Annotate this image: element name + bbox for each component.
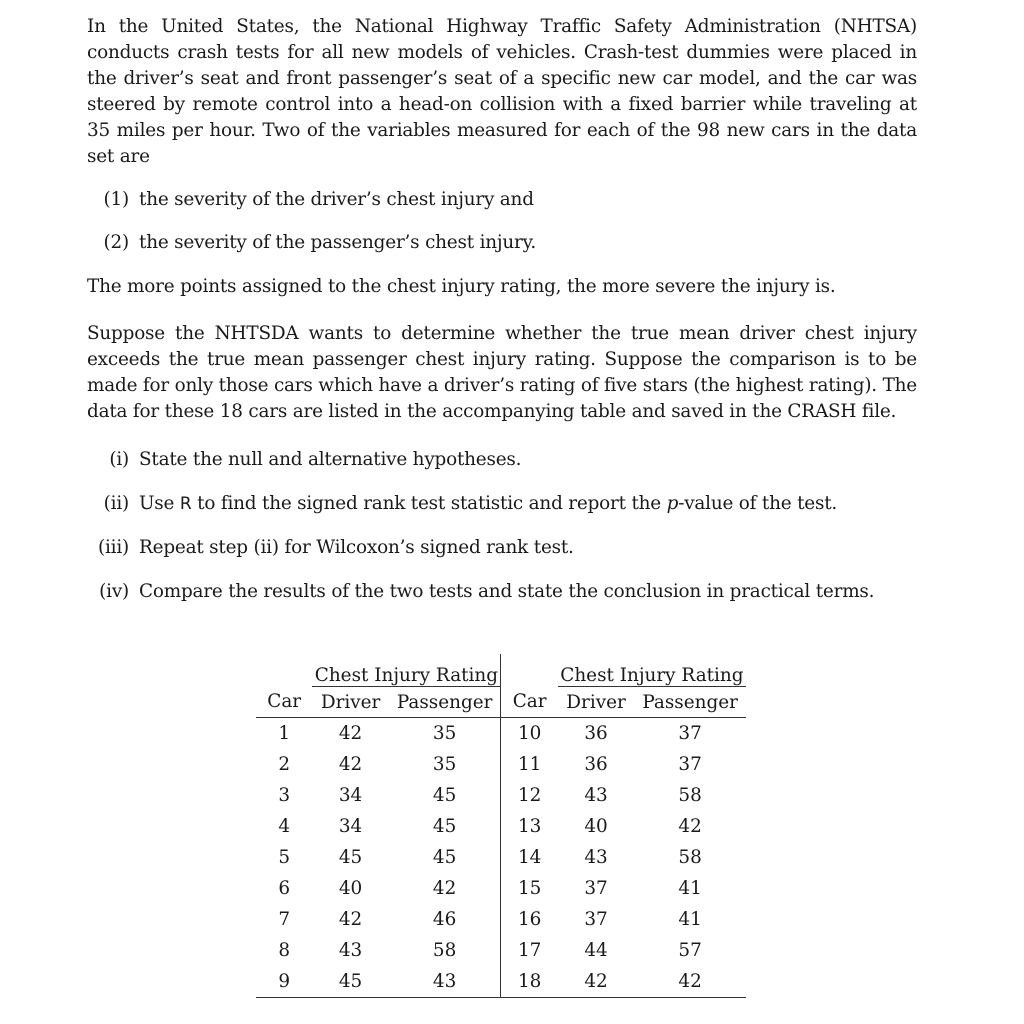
cell-driver: 43 xyxy=(338,940,363,961)
cell-driver: 43 xyxy=(584,785,608,806)
table-row xyxy=(256,842,746,873)
cell-driver: 42 xyxy=(338,909,363,930)
cell-car: 14 xyxy=(501,842,558,873)
table-row xyxy=(256,718,746,750)
cell-car: 5 xyxy=(278,847,291,868)
crash-data-table-container xyxy=(256,654,746,998)
table-row xyxy=(256,873,746,904)
col-header-passenger: Passenger xyxy=(634,687,746,718)
table-row xyxy=(256,966,746,998)
task-text-post: -value of the test. xyxy=(678,493,838,514)
cell-car: 3 xyxy=(278,785,291,806)
p-symbol: p xyxy=(666,493,679,514)
cell-passenger: 58 xyxy=(678,847,702,868)
list-item-text xyxy=(139,493,837,514)
table-blank-header xyxy=(501,654,558,687)
table-row xyxy=(256,935,746,966)
cell-driver: 34 xyxy=(338,816,363,837)
col-header-car: Car xyxy=(501,687,558,718)
cell-passenger: 45 xyxy=(432,816,457,837)
list-item-text: State the null and alternative hypotheses. xyxy=(139,449,522,470)
cell-driver: 42 xyxy=(558,966,634,998)
col-header-passenger: Passenger xyxy=(389,687,501,718)
cell-passenger: 58 xyxy=(678,785,702,806)
list-item-text: Compare the results of the two tests and state the conclusion in practical terms. xyxy=(139,581,875,602)
list-item xyxy=(87,535,917,561)
col-header-driver: Driver xyxy=(558,687,634,718)
cell-passenger: 45 xyxy=(432,847,457,868)
list-item-label: (iv) xyxy=(99,581,129,602)
cell-passenger: 42 xyxy=(634,966,746,998)
cell-passenger: 46 xyxy=(432,909,457,930)
cell-passenger: 41 xyxy=(678,878,702,899)
table-row xyxy=(256,904,746,935)
list-item xyxy=(87,230,917,256)
r-software-name: R xyxy=(179,494,192,514)
cell-driver: 45 xyxy=(312,966,388,998)
table-row xyxy=(256,749,746,780)
list-item xyxy=(87,491,917,517)
list-item-label: (i) xyxy=(109,449,129,470)
cell-passenger: 45 xyxy=(432,785,457,806)
tasks-list xyxy=(87,447,917,605)
rating-note: The more points assigned to the chest injury rating, the more severe the injury is. xyxy=(87,276,836,297)
list-item xyxy=(87,579,917,605)
cell-car: 11 xyxy=(501,749,558,780)
cell-car: 17 xyxy=(501,935,558,966)
cell-driver: 36 xyxy=(584,754,608,775)
cell-passenger: 58 xyxy=(432,940,457,961)
cell-driver: 36 xyxy=(584,723,608,744)
table-row xyxy=(256,811,746,842)
col-header-driver: Driver xyxy=(312,687,388,718)
cell-car: 9 xyxy=(256,966,312,998)
cell-driver: 34 xyxy=(338,785,363,806)
list-item xyxy=(87,447,917,473)
cell-car: 2 xyxy=(278,754,291,775)
cell-passenger: 42 xyxy=(678,816,702,837)
cell-car: 10 xyxy=(501,718,558,750)
group-header-left: Chest Injury Rating xyxy=(312,654,501,687)
scenario-paragraph: Suppose the NHTSDA wants to determine whether the true mean driver chest injury exceeds the true mean passenger chest injury rating. Suppose the comparison is to be made for only those cars which have a driver’s rating of five stars (the highest rating). The data for these 18 cars are listed in the accompanying table and saved in the CRASH file. xyxy=(87,323,917,422)
task-text-pre: Use xyxy=(139,493,180,514)
problem-text xyxy=(87,14,917,605)
cell-car: 6 xyxy=(278,878,291,899)
cell-driver: 40 xyxy=(338,878,363,899)
list-item-label: (iii) xyxy=(98,537,129,558)
cell-car: 16 xyxy=(501,904,558,935)
table-body xyxy=(256,718,746,998)
cell-passenger: 37 xyxy=(678,723,702,744)
cell-car: 8 xyxy=(278,940,291,961)
col-header-car: Car xyxy=(256,687,312,718)
list-item-label: (2) xyxy=(103,232,129,253)
cell-passenger: 57 xyxy=(678,940,702,961)
cell-car: 13 xyxy=(501,811,558,842)
variables-list xyxy=(87,187,917,256)
cell-driver: 37 xyxy=(584,909,608,930)
cell-passenger: 35 xyxy=(432,754,457,775)
cell-car: 4 xyxy=(278,816,291,837)
cell-driver: 42 xyxy=(338,723,363,744)
list-item-label: (ii) xyxy=(103,493,129,514)
cell-passenger: 35 xyxy=(432,723,457,744)
cell-driver: 42 xyxy=(338,754,363,775)
table-row xyxy=(256,780,746,811)
group-header-right: Chest Injury Rating xyxy=(558,654,746,687)
intro-paragraph: In the United States, the National Highway Traffic Safety Administration (NHTSA) conducts crash tests for all new models of vehicles. Crash-test dummies were placed in the driver’s seat and front passenger’s seat of a specific new car model, and the car was steered by remote control into a head-on collision with a fixed barrier while traveling at 35 miles per hour. Two of the variables measured for each of the 98 new cars in the data set are xyxy=(87,16,917,167)
cell-passenger: 42 xyxy=(432,878,457,899)
cell-driver: 43 xyxy=(584,847,608,868)
table-blank-header xyxy=(256,654,312,687)
crash-data-table xyxy=(256,654,746,998)
cell-car: 18 xyxy=(501,966,558,998)
cell-car: 12 xyxy=(501,780,558,811)
list-item xyxy=(87,187,917,213)
cell-driver: 45 xyxy=(338,847,363,868)
cell-driver: 37 xyxy=(584,878,608,899)
cell-passenger: 43 xyxy=(389,966,501,998)
cell-passenger: 41 xyxy=(678,909,702,930)
list-item-label: (1) xyxy=(103,189,129,210)
task-text-mid: to find the signed rank test statistic and report the xyxy=(191,493,667,514)
cell-passenger: 37 xyxy=(678,754,702,775)
cell-car: 1 xyxy=(278,723,291,744)
cell-car: 15 xyxy=(501,873,558,904)
cell-car: 7 xyxy=(278,909,291,930)
list-item-text: Repeat step (ii) for Wilcoxon’s signed rank test. xyxy=(139,537,574,558)
list-item-text: the severity of the driver’s chest injury and xyxy=(139,189,534,210)
cell-driver: 40 xyxy=(584,816,608,837)
cell-driver: 44 xyxy=(584,940,608,961)
list-item-text: the severity of the passenger’s chest injury. xyxy=(139,232,537,253)
